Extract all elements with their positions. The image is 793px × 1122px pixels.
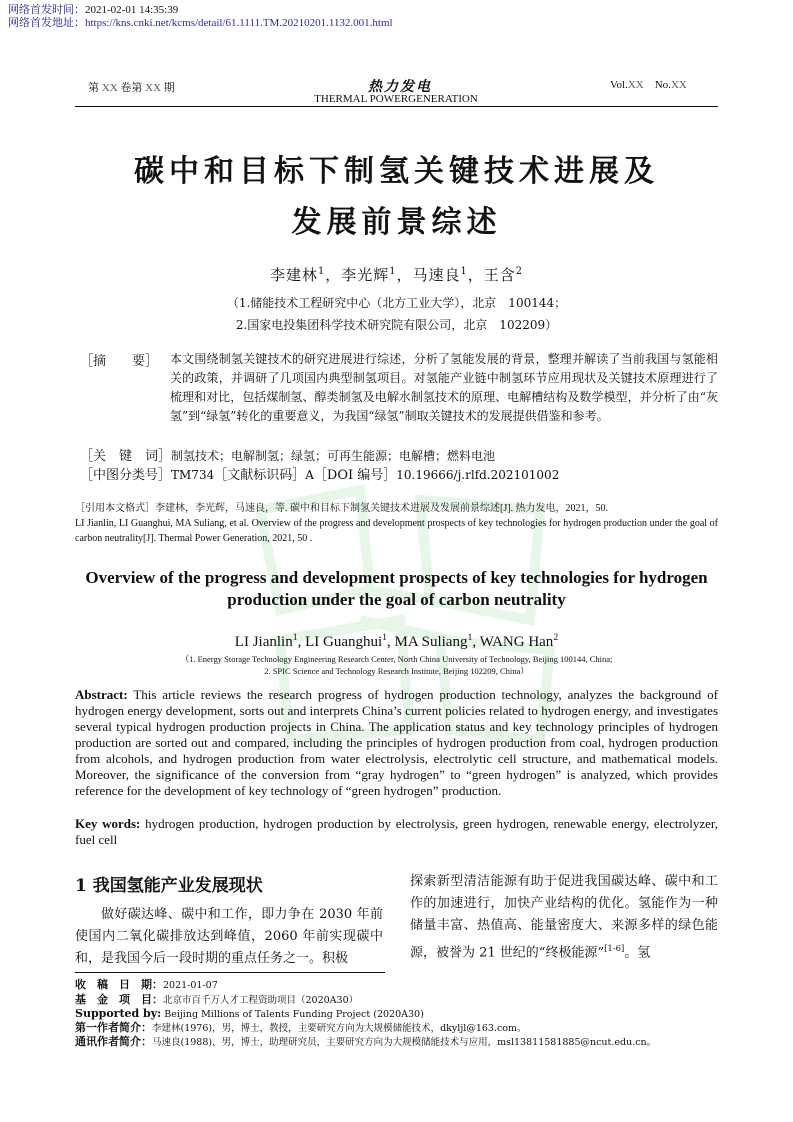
footnote-corresponding-author: 通讯作者简介：马速良(1988)，男，博士，助理研究员，主要研究方向为大规模储能技术与应用，msl13811581885@ncut.edu.cn。 [75,1035,657,1048]
publish-url-link[interactable]: https://kns.cnki.net/kcms/detail/61.1111.TM.20210201.1132.001.html [85,17,393,29]
online-publish-time: 网络首发时间：2021-02-01 14:35:39 [8,4,179,16]
affiliation-cn-1: （1.储能技术工程研究中心（北方工业大学），北京 100144； [226,296,567,310]
citation-format: ［引用本文格式］李建林，李光辉，马速良，等. 碳中和目标下制氢关键技术进展及发展前景综述[J]. 热力发电，2021，50. LI Jianlin, LI Guanghui, MA Suliang, et al. Overview of the progress and development prospects of key technologies for hydrogen production under the goal of carbon neutrality[J]. Thermal Power Generation, 2021, 50 . [75,503,718,544]
header-volume-issue-en: Vol.XX No.XX [610,79,687,91]
footnote-rule [75,972,385,973]
title-cn-line1: 碳中和目标下制氢关键技术进展及 [134,154,659,189]
title-en: Overview of the progress and development prospects of key technologies for hydrogen production under the goal of carbon neutrality [85,568,708,609]
footnote-supported: Supported by: Beijing Millions of Talents Funding Project (2020A30) [75,1007,424,1020]
keywords-cn: ［关 键 词］制氢技术；电解制氢；绿氢；可再生能源；电解槽；燃料电池 [80,449,496,464]
footnote-fund: 基 金 项 目：北京市百千万人才工程资助项目（2020A30） [75,993,359,1006]
doi-value: 10.19666/j.rlfd.202101002 [396,468,560,482]
abstract-cn-label: ［摘 要］ [80,354,159,369]
footnote-first-author: 第一作者简介：李建林(1976)，男，博士，教授，主要研究方向为大规模储能技术，dkyljl@163.com。 [75,1021,527,1034]
affiliation-en-2: 2. SPIC Science and Technology Research Institute, Beijing 102209, China） [264,666,529,676]
title-cn-line2: 发展前景综述 [291,205,502,240]
section-1-left-paragraph: 做好碳达峰、碳中和工作，即力争在 2030 年前使国内二氧化碳排放达到峰值，2060 年前实现碳中和，是我国今后一段时期的重点任务之一。积极 [75,907,383,966]
online-publish-url: 网络首发地址：https://kns.cnki.net/kcms/detail/61.1111.TM.20210201.1132.001.html [8,17,393,29]
abstract-en: Abstract: This article reviews the research progress of hydrogen production technology, analyzes the background of hydrogen energy development, sorts out and interprets China’s current policies related to hydrogen energy, and investigates several typical hydrogen production projects in China. The application status and key technology principles of hydrogen production are sorted out and compared, including the principles of hydrogen production from coal, hydrogen production from alcohols, and hydrogen production from water electrolysis, electrolytic cell structure, and mathematical models. Moreover, the significance of the conversion from “gray hydrogen” to “green hydrogen” is analyzed, which provides reference for the development of key technology of “green hydrogen” production. [75,687,718,798]
citation-ref: [1-6] [604,943,625,953]
keywords-en: Key words: hydrogen production, hydrogen production by electrolysis, green hydrogen, renewable energy, electrolyzer, fuel cell [75,816,718,847]
abstract-cn-text: 本文围绕制氢关键技术的研究进展进行综述，分析了氢能发展的背景，整理并解读了当前我国与氢能相关的政策，并调研了几项国内典型制氢项目。对氢能产业链中制氢环节应用现状及关键技术原理进行了梳理和对比，包括煤制氢、醇类制氢及电解水制氢技术的原理、电解槽结构及数学模型，并分析了由“灰氢”到“绿氢”转化的重要意义，为我国“绿氢”制取关键技术的发展提供借鉴和参考。 [170,352,718,423]
footnote-received: 收 稿 日 期：2021-01-07 [75,978,218,991]
section-1-right-paragraph: 探索新型清洁能源有助于促进我国碳达峰、碳中和工作的加速进行，加快产业结构的优化。氢能作为一种储量丰富、热值高、能量密度大、来源多样的绿色能源，被誉为 21 世纪的“终极能源”[1-6]。氢 [410,874,718,961]
affiliation-en-1: （1. Energy Storage Technology Engineering Research Center, North China University of Technology, Beijing 100144, China; [180,654,613,664]
authors-en: LI Jianlin$^1$, LI Guanghui$^1$, MA Suliang$^1$, WANG Han$^2$ [234,632,559,650]
header-volume-issue-cn: 第 XX 卷第 XX 期 [88,82,175,94]
authors-cn: 李建林$^1$，李光辉$^1$，马速良$^1$，王含$^2$ [270,266,523,284]
section-1-heading: 1 我国氢能产业发展现状 [75,876,263,896]
classification-line: ［中图分类号］TM734［文献标识码］A［DOI 编号］10.19666/j.rlfd.202101002 [80,468,560,483]
header-rule [75,106,718,107]
journal-name-en: THERMAL POWERGENERATION [314,93,478,105]
journal-name-cn: 热力发电 [368,79,432,95]
affiliation-cn-2: 2.国家电投集团科学技术研究院有限公司，北京 102209） [235,318,558,332]
